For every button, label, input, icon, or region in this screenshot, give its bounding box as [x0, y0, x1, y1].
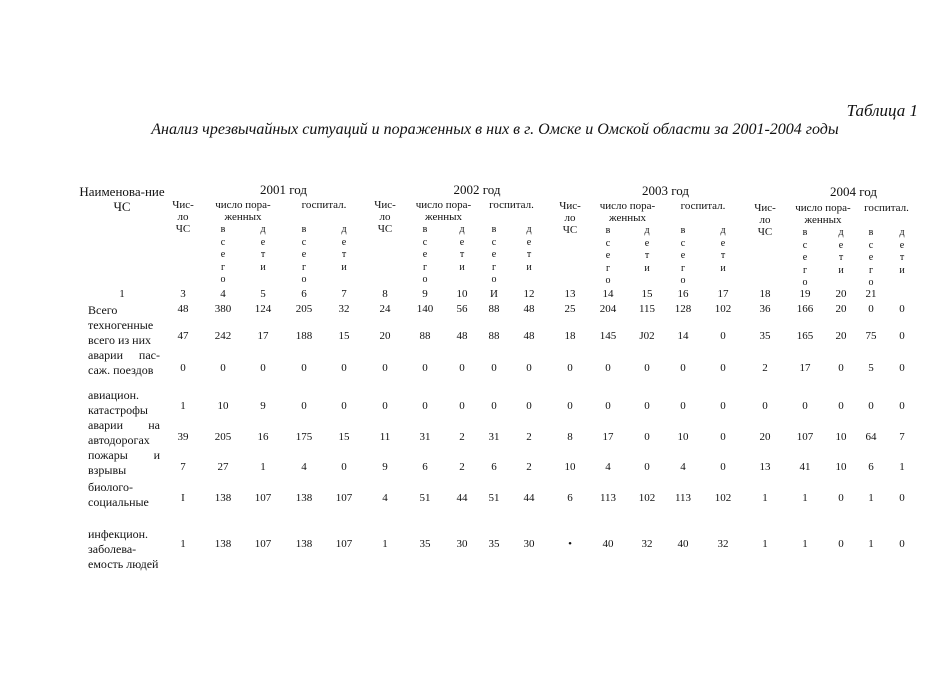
- table-cell: 11: [379, 431, 391, 443]
- table-cell: 24: [379, 303, 391, 315]
- column-header-count: Чис- ло ЧС: [754, 202, 776, 238]
- column-number: 4: [220, 288, 226, 300]
- table-cell: 0: [899, 400, 905, 412]
- column-header-affected: число пора- женных: [795, 202, 851, 226]
- column-number: 13: [564, 288, 576, 300]
- column-number: 18: [759, 288, 771, 300]
- table-cell: 0: [459, 400, 465, 412]
- table-cell: 35: [488, 538, 500, 550]
- table-cell: 0: [382, 400, 388, 412]
- row-label: аварии на автодорогах: [88, 418, 160, 447]
- table-cell: 0: [838, 400, 844, 412]
- table-cell: 10: [835, 461, 847, 473]
- table-cell: 1: [180, 400, 186, 412]
- table-cell: 4: [382, 492, 388, 504]
- table-cell: 18: [564, 330, 576, 342]
- table-cell: 4: [301, 461, 307, 473]
- table-cell: 0: [567, 400, 573, 412]
- table-cell: 10: [564, 461, 576, 473]
- table-cell: 32: [717, 538, 729, 550]
- table-cell: 107: [254, 492, 272, 504]
- vertical-header: д е т и: [341, 224, 347, 273]
- table-cell: 31: [419, 431, 431, 443]
- table-cell: 1: [868, 538, 874, 550]
- table-cell: 107: [335, 492, 353, 504]
- table-cell: 9: [382, 461, 388, 473]
- table-cell: 0: [680, 362, 686, 374]
- table-cell: 2: [526, 431, 532, 443]
- column-header-hospitalized: госпитал.: [301, 199, 347, 211]
- table-title: Анализ чрезвычайных ситуаций и пораженных в них в г. Омске и Омской области за 2001-2004 годы: [151, 121, 839, 138]
- table-cell: 64: [865, 431, 877, 443]
- table-cell: 15: [338, 431, 350, 443]
- table-cell: 0: [644, 461, 650, 473]
- table-cell: 17: [602, 431, 614, 443]
- table-cell: 40: [602, 538, 614, 550]
- table-cell: 0: [899, 362, 905, 374]
- table-cell: 1: [260, 461, 266, 473]
- table-cell: 138: [295, 538, 313, 550]
- table-cell: 0: [382, 362, 388, 374]
- table-cell: 48: [177, 303, 189, 315]
- column-number: 20: [835, 288, 847, 300]
- table-cell: 36: [759, 303, 771, 315]
- vertical-header: в с е г о: [868, 227, 874, 288]
- row-label: биолого-социальные: [88, 480, 149, 509]
- table-cell: 39: [177, 431, 189, 443]
- table-cell: 0: [341, 362, 347, 374]
- column-number: 17: [717, 288, 729, 300]
- column-header-count: Чис- ло ЧС: [559, 200, 581, 236]
- table-cell: 140: [416, 303, 434, 315]
- table-cell: 113: [674, 492, 692, 504]
- column-number: 19: [799, 288, 811, 300]
- table-cell: 41: [799, 461, 811, 473]
- table-cell: 188: [295, 330, 313, 342]
- table-cell: 124: [254, 303, 272, 315]
- table-cell: 1: [868, 492, 874, 504]
- table-cell: 0: [838, 538, 844, 550]
- column-header-count: Чис- ло ЧС: [172, 199, 194, 235]
- table-cell: 35: [419, 538, 431, 550]
- table-cell: 102: [714, 303, 732, 315]
- vertical-header: д е т и: [838, 227, 844, 276]
- table-cell: 145: [599, 330, 617, 342]
- table-cell: 0: [720, 330, 726, 342]
- table-cell: 2: [459, 461, 465, 473]
- table-cell: 2: [526, 461, 532, 473]
- table-cell: 44: [456, 492, 468, 504]
- vertical-header: в с е г о: [605, 225, 611, 286]
- table-cell: 17: [257, 330, 269, 342]
- table-cell: 0: [422, 362, 428, 374]
- table-cell: 8: [567, 431, 573, 443]
- table-cell: 47: [177, 330, 189, 342]
- table-cell: 30: [456, 538, 468, 550]
- table-cell: 0: [220, 362, 226, 374]
- table-cell: 107: [335, 538, 353, 550]
- table-cell: 0: [605, 362, 611, 374]
- table-cell: 88: [488, 303, 500, 315]
- year-header: 2004 год: [830, 184, 877, 199]
- vertical-header: в с е г о: [491, 224, 497, 285]
- column-number: 16: [677, 288, 689, 300]
- table-cell: 9: [260, 400, 266, 412]
- column-header-affected: число пора- женных: [415, 199, 472, 223]
- table-cell: 10: [217, 400, 229, 412]
- row-label: инфекцион. заболева-емость людей: [88, 527, 159, 571]
- column-header-name: Наименова-ние ЧС: [79, 184, 165, 214]
- table-cell: 2: [762, 362, 768, 374]
- table-cell: 165: [796, 330, 814, 342]
- vertical-header: в с е г о: [301, 224, 307, 285]
- column-number: 7: [341, 288, 347, 300]
- table-cell: 48: [523, 303, 535, 315]
- table-cell: 107: [254, 538, 272, 550]
- table-cell: 40: [677, 538, 689, 550]
- table-cell: 138: [214, 538, 232, 550]
- table-cell: 20: [835, 330, 847, 342]
- table-cell: 0: [868, 303, 874, 315]
- table-cell: 0: [644, 362, 650, 374]
- column-header-hospitalized: госпитал.: [489, 199, 534, 211]
- table-cell: 17: [799, 362, 811, 374]
- table-cell: 4: [680, 461, 686, 473]
- table-cell: •: [568, 538, 572, 550]
- table-label: Таблица 1: [846, 101, 918, 120]
- table-cell: 0: [838, 492, 844, 504]
- table-cell: 113: [599, 492, 617, 504]
- column-number: 9: [422, 288, 428, 300]
- table-cell: 0: [720, 400, 726, 412]
- table-cell: 20: [835, 303, 847, 315]
- table-cell: 6: [422, 461, 428, 473]
- table-cell: I: [181, 492, 185, 504]
- vertical-header: в с е г о: [220, 224, 226, 285]
- column-number: 12: [523, 288, 535, 300]
- vertical-header: д е т и: [459, 224, 465, 273]
- table-cell: 31: [488, 431, 500, 443]
- table-cell: 166: [796, 303, 814, 315]
- vertical-header: д е т и: [720, 225, 726, 274]
- table-cell: 115: [638, 303, 656, 315]
- table-cell: 1: [180, 538, 186, 550]
- vertical-header: д е т и: [899, 227, 905, 276]
- table-cell: 6: [491, 461, 497, 473]
- table-cell: J02: [639, 330, 655, 342]
- table-cell: 56: [456, 303, 468, 315]
- table-cell: 380: [214, 303, 232, 315]
- table-cell: 0: [180, 362, 186, 374]
- column-number: 21: [865, 288, 877, 300]
- table-cell: 32: [338, 303, 350, 315]
- table-cell: 16: [257, 431, 269, 443]
- column-number: 14: [602, 288, 614, 300]
- row-label: авиацион. катастрофы: [88, 388, 148, 417]
- row-label: техногенные всего из них: [88, 318, 154, 347]
- vertical-header: в с е г о: [422, 224, 428, 285]
- table-cell: 35: [759, 330, 771, 342]
- table-cell: 0: [491, 400, 497, 412]
- row-label: Всего: [88, 303, 118, 317]
- column-number: 5: [260, 288, 266, 300]
- table-cell: 10: [835, 431, 847, 443]
- table-cell: 0: [491, 362, 497, 374]
- table-cell: 48: [523, 330, 535, 342]
- table-cell: 0: [526, 362, 532, 374]
- table-cell: 7: [899, 431, 905, 443]
- vertical-header: д е т и: [260, 224, 266, 273]
- row-label: пожары и взрывы: [88, 448, 160, 477]
- table-cell: 138: [295, 492, 313, 504]
- table-cell: 0: [899, 303, 905, 315]
- table-cell: 138: [214, 492, 232, 504]
- table-cell: 6: [868, 461, 874, 473]
- table-cell: 1: [382, 538, 388, 550]
- table-cell: 0: [605, 400, 611, 412]
- table-cell: 204: [599, 303, 617, 315]
- column-number: 1: [119, 288, 125, 300]
- year-header: 2002 год: [453, 182, 501, 197]
- table-cell: 27: [217, 461, 229, 473]
- table-cell: 0: [301, 362, 307, 374]
- table-cell: 0: [644, 431, 650, 443]
- table-cell: 0: [260, 362, 266, 374]
- table-cell: 1: [899, 461, 905, 473]
- table-cell: 0: [802, 400, 808, 412]
- table-cell: 0: [526, 400, 532, 412]
- table-cell: 0: [422, 400, 428, 412]
- table-cell: 20: [759, 431, 771, 443]
- table-cell: 0: [341, 461, 347, 473]
- table-cell: 1: [762, 538, 768, 550]
- column-number: 8: [382, 288, 388, 300]
- table-cell: 30: [523, 538, 535, 550]
- table-cell: 15: [338, 330, 350, 342]
- table-cell: 107: [796, 431, 814, 443]
- table-cell: 102: [638, 492, 656, 504]
- table-cell: 75: [865, 330, 877, 342]
- table-cell: 6: [567, 492, 573, 504]
- table-cell: 205: [214, 431, 232, 443]
- table-cell: 5: [868, 362, 874, 374]
- table-cell: 0: [838, 362, 844, 374]
- table-cell: 0: [301, 400, 307, 412]
- table-cell: 14: [677, 330, 689, 342]
- row-label: аварии пас-саж. поездов: [88, 348, 160, 377]
- table-cell: 175: [295, 431, 313, 443]
- year-header: 2003 год: [642, 183, 689, 198]
- vertical-header: д е т и: [644, 225, 650, 274]
- table-cell: 88: [488, 330, 500, 342]
- table-cell: 20: [379, 330, 391, 342]
- table-cell: 0: [644, 400, 650, 412]
- table-cell: 32: [641, 538, 653, 550]
- table-cell: 0: [680, 400, 686, 412]
- column-header-affected: число пора- женных: [599, 200, 656, 224]
- table-cell: 205: [295, 303, 313, 315]
- table-cell: 2: [459, 431, 465, 443]
- column-number: И: [490, 288, 498, 300]
- table-cell: 0: [720, 461, 726, 473]
- table-cell: 7: [180, 461, 186, 473]
- vertical-header: в с е г о: [680, 225, 686, 286]
- column-header-hospitalized: госпитал.: [680, 200, 726, 212]
- year-header: 2001 год: [260, 182, 307, 197]
- column-header-affected: число пора- женных: [215, 199, 271, 223]
- table-cell: 0: [459, 362, 465, 374]
- table-cell: 0: [341, 400, 347, 412]
- table-cell: 10: [677, 431, 689, 443]
- table-cell: 25: [564, 303, 576, 315]
- column-number: 15: [641, 288, 653, 300]
- table-cell: 128: [674, 303, 692, 315]
- table-cell: 0: [868, 400, 874, 412]
- table-cell: 44: [523, 492, 535, 504]
- column-header-count: Чис- ло ЧС: [374, 199, 396, 235]
- column-number: 6: [301, 288, 307, 300]
- vertical-header: д е т и: [526, 224, 532, 273]
- table-cell: 51: [488, 492, 500, 504]
- column-number: 10: [456, 288, 468, 300]
- table-cell: 0: [899, 492, 905, 504]
- table-cell: 0: [567, 362, 573, 374]
- table-cell: 13: [759, 461, 771, 473]
- table-cell: 1: [802, 538, 808, 550]
- table-cell: 1: [762, 492, 768, 504]
- table-cell: 48: [456, 330, 468, 342]
- table-cell: 0: [720, 362, 726, 374]
- table-cell: 88: [419, 330, 431, 342]
- table-cell: 0: [720, 431, 726, 443]
- table-cell: 51: [419, 492, 431, 504]
- table-cell: 0: [899, 538, 905, 550]
- table-cell: 242: [214, 330, 232, 342]
- table-cell: 102: [714, 492, 732, 504]
- table-cell: 1: [802, 492, 808, 504]
- table-cell: 0: [762, 400, 768, 412]
- column-number: 3: [180, 288, 186, 300]
- vertical-header: в с е г о: [802, 227, 808, 288]
- table-cell: 4: [605, 461, 611, 473]
- table-cell: 0: [899, 330, 905, 342]
- column-header-hospitalized: госпитал.: [864, 202, 909, 214]
